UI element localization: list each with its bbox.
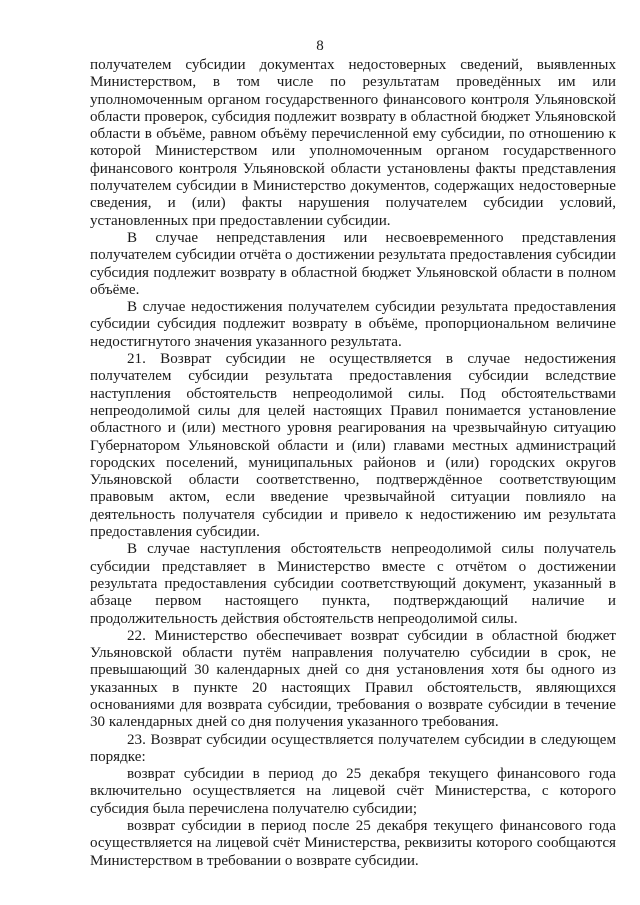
document-body bbox=[90, 57, 616, 870]
paragraph-continuation: получателем субсидии документах недостоверных сведений, выявленных Министерством, в том числе по результатам проведённых им или уполномоченным органом государственного финансового контроля Ульяновской области проверок, субсидия подлежит возврату в областной бюджет Ульяновской области в объёме, равном объёму перечисленной ему субсидии, по отношению к которой Министерством или уполномоченным органом государственного финансового контроля Ульяновской области установлены факты представления получателем субсидии в Министерство документов, содержащих недостоверные сведения, и (или) факты нарушения получателем субсидии условий, установленных при предоставлении субсидии. bbox=[90, 57, 616, 229]
paragraph-clause-22: 22. Министерство обеспечивает возврат субсидии в областной бюджет Ульяновской области путём направления получателю субсидии в срок, не превышающий 30 календарных дней со дня установления хотя бы одного из указанных в пункте 20 настоящих Правил обстоятельств, являющихся основаниями для возврата субсидии, требования о возврате субсидии в течение 30 календарных дней со дня получения указанного требования. bbox=[90, 627, 616, 731]
paragraph-clause-21: 21. Возврат субсидии не осуществляется в случае недостижения получателем субсидии результата предоставления субсидии вследствие наступления обстоятельств непреодолимой силы. Под обстоятельствами непреодолимой силы для целей настоящих Правил понимается установление областного и (или) местного уровня реагирования на чрезвычайную ситуацию Губернатором Ульяновской области и (или) главами местных администраций городских поселений, муниципальных районов и (или) городских округов Ульяновской области соответственно, подтверждённое соответствующим правовым актом, если введение чрезвычайной ситуации повлияло на деятельность получателя субсидии и привело к недостижению им результата предоставления субсидии. bbox=[90, 351, 616, 541]
paragraph-clause-23: 23. Возврат субсидии осуществляется получателем субсидии в следующем порядке: bbox=[90, 731, 616, 765]
paragraph-force-majeure: В случае наступления обстоятельств непреодолимой силы получатель субсидии представляет в Министерство вместе с отчётом о достижении результата предоставления субсидии соответствующий документ, указанный в абзаце первом настоящего пункта, подтверждающий наличие и продолжительность действия обстоятельств непреодолимой силы. bbox=[90, 541, 616, 627]
paragraph-return-after-dec25: возврат субсидии в период после 25 декабря текущего финансового года осуществляется на лицевой счёт Министерства, реквизиты которого сообщаются Министерством в требовании о возврате субсидии. bbox=[90, 818, 616, 869]
page-number: 8 bbox=[316, 38, 324, 54]
paragraph-nonachievement: В случае недостижения получателем субсидии результата предоставления субсидии субсидия подлежит возврату в объёме, пропорциональном величине недостигнутого значения указанного результата. bbox=[90, 299, 616, 350]
paragraph-nonsubmission-report: В случае непредставления или несвоевременного представления получателем субсидии отчёта о достижении результата предоставления субсидии субсидия подлежит возврату в областной бюджет Ульяновской области в полном объёме. bbox=[90, 229, 616, 298]
paragraph-return-before-dec25: возврат субсидии в период до 25 декабря текущего финансового года включительно осуществляется на лицевой счёт Министерства, с которого субсидия была перечислена получателю субсидии; bbox=[90, 766, 616, 817]
